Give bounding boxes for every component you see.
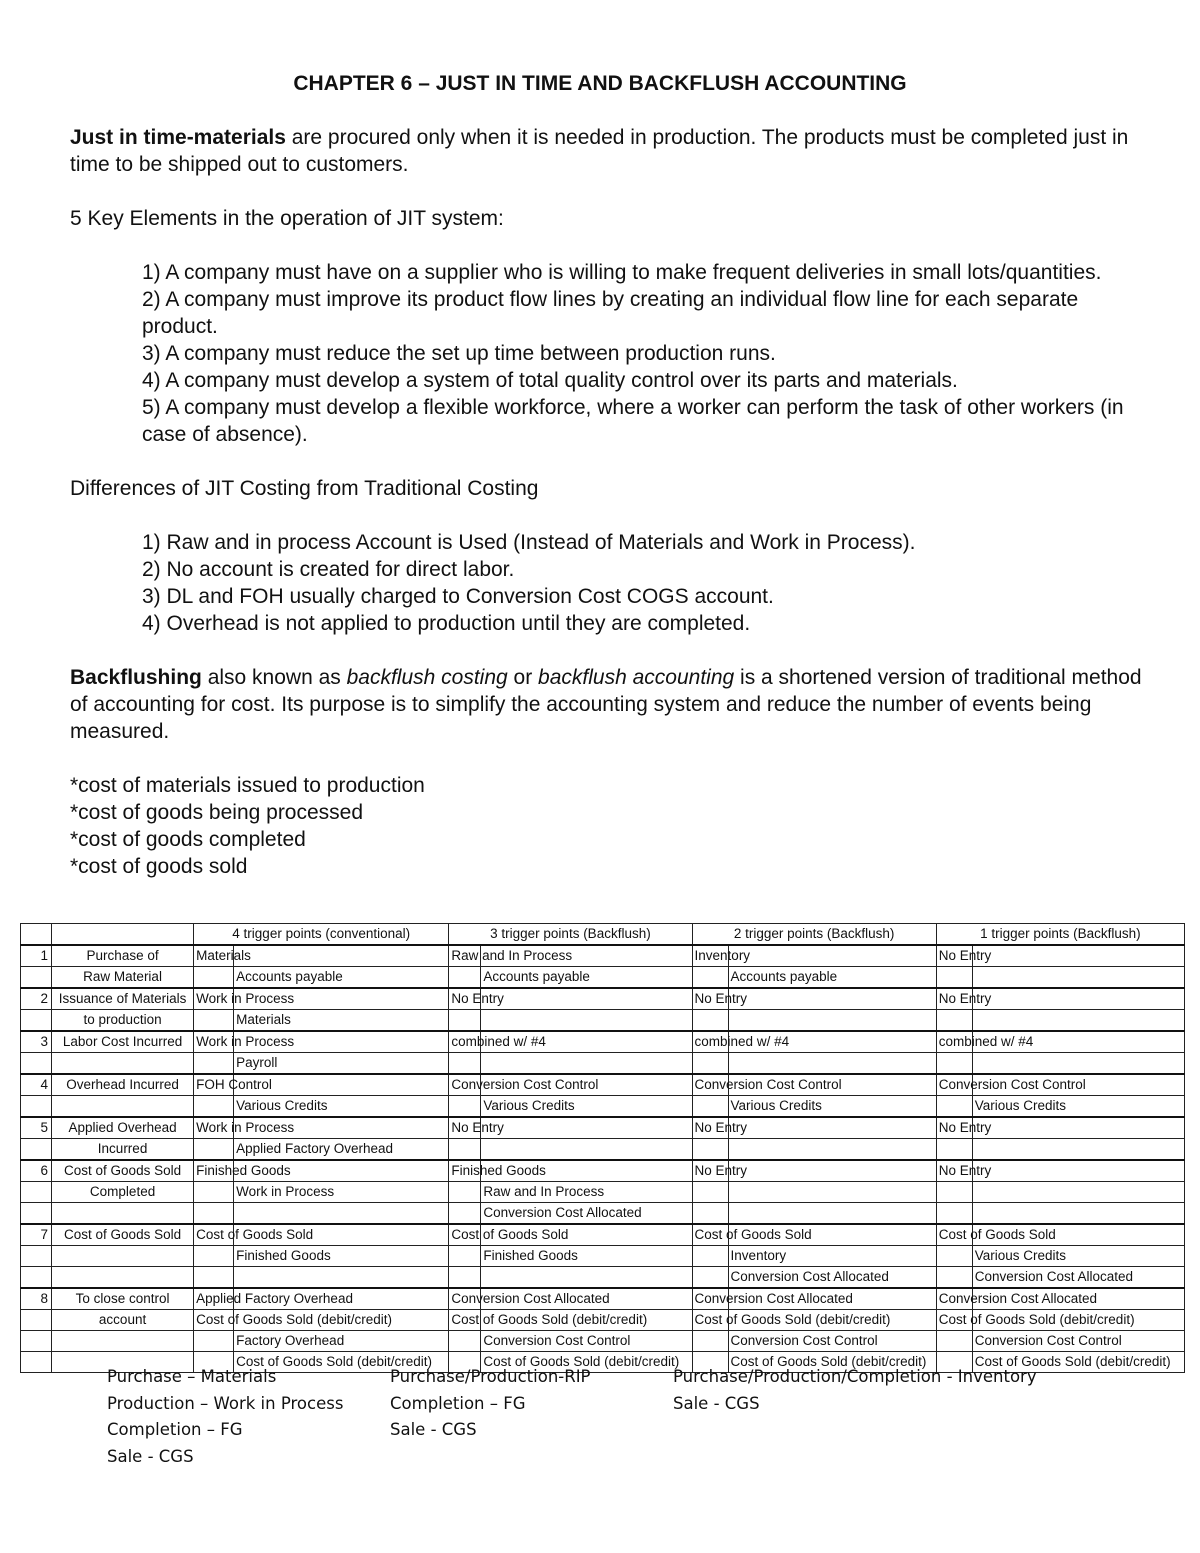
table-cell: Cost of Goods Sold bbox=[194, 1224, 234, 1246]
summary-item: Sale - CGS bbox=[390, 1420, 477, 1439]
table-cell bbox=[449, 967, 481, 989]
table-cell: Conversion Cost Control bbox=[692, 1074, 728, 1096]
table-cell: Work in Process bbox=[194, 1031, 234, 1053]
document-body bbox=[70, 70, 1150, 880]
table-cell bbox=[972, 945, 1184, 967]
table-cell bbox=[21, 1267, 52, 1289]
table-cell: Conversion Cost Control bbox=[936, 1074, 972, 1096]
table-row bbox=[21, 1246, 1185, 1267]
key-elements-list bbox=[142, 259, 1150, 448]
table-cell bbox=[728, 1053, 936, 1075]
jit-definition bbox=[70, 124, 1150, 178]
table-cell: Materials bbox=[234, 1010, 449, 1032]
table-cell bbox=[21, 1182, 52, 1203]
table-row bbox=[21, 1139, 1185, 1161]
table-cell: 3 bbox=[21, 1031, 52, 1053]
table-cell: Conversion Cost Allocated bbox=[728, 1267, 936, 1289]
table-cell bbox=[194, 1331, 234, 1352]
table-cell bbox=[936, 967, 972, 989]
list-item: 3) A company must reduce the set up time between production runs. bbox=[142, 342, 776, 365]
table-cell: Materials bbox=[194, 945, 234, 967]
table-row bbox=[21, 988, 1185, 1010]
table-cell: Cost of Goods Sold (debit/credit) bbox=[936, 1310, 972, 1331]
table-cell bbox=[936, 1203, 972, 1225]
table-cell: Cost of Goods Sold (debit/credit) bbox=[972, 1352, 1184, 1373]
table-cell bbox=[21, 1139, 52, 1161]
table-row bbox=[21, 1267, 1185, 1289]
table-cell bbox=[449, 1096, 481, 1118]
table-cell bbox=[692, 1331, 728, 1352]
table-cell bbox=[234, 945, 449, 967]
table-cell bbox=[481, 1117, 692, 1139]
table-cell: Cost of Goods Sold (debit/credit) bbox=[481, 1352, 692, 1373]
list-item: *cost of goods being processed bbox=[70, 801, 364, 824]
table-cell bbox=[936, 1139, 972, 1161]
summary-col-2-trigger bbox=[673, 1364, 1037, 1417]
table-cell: combined w/ #4 bbox=[936, 1031, 972, 1053]
table-cell: combined w/ #4 bbox=[692, 1031, 728, 1053]
table-cell bbox=[936, 1267, 972, 1289]
table-cell: No Entry bbox=[692, 988, 728, 1010]
trigger-points-table bbox=[20, 923, 1185, 1373]
table-cell bbox=[449, 1182, 481, 1203]
table-cell bbox=[728, 1203, 936, 1225]
table-cell: No Entry bbox=[936, 1117, 972, 1139]
table-cell bbox=[194, 1053, 234, 1075]
table-cell bbox=[728, 1160, 936, 1182]
table-cell bbox=[194, 1267, 234, 1289]
summary-item: Completion – FG bbox=[390, 1393, 526, 1413]
summary-col-4-trigger bbox=[107, 1364, 343, 1470]
table-cell bbox=[936, 1182, 972, 1203]
page-title: CHAPTER 6 – JUST IN TIME AND BACKFLUSH ACCOUNTING bbox=[293, 72, 907, 95]
list-item: 3) DL and FOH usually charged to Conversion Cost COGS account. bbox=[142, 585, 774, 608]
table-cell bbox=[728, 1139, 936, 1161]
table-cell: Cost of Goods Sold bbox=[52, 1160, 194, 1182]
table-cell bbox=[692, 1267, 728, 1289]
table-row bbox=[21, 1203, 1185, 1225]
table-cell bbox=[449, 1246, 481, 1267]
table-cell bbox=[936, 1010, 972, 1032]
table-cell: No Entry bbox=[936, 945, 972, 967]
table-row bbox=[21, 1010, 1185, 1032]
table-row bbox=[21, 1031, 1185, 1053]
table-cell: to production bbox=[52, 1010, 194, 1032]
table-cell bbox=[728, 988, 936, 1010]
table-cell: 1 bbox=[21, 945, 52, 967]
table-cell: Various Credits bbox=[972, 1096, 1184, 1118]
list-item: 5) A company must develop a flexible workforce, where a worker can perform the task of other workers (in case of absence). bbox=[142, 396, 1124, 446]
backflush-term: Backflushing bbox=[70, 666, 202, 689]
table-cell bbox=[972, 1117, 1184, 1139]
table-cell: Raw Material bbox=[52, 967, 194, 989]
table-cell bbox=[972, 1160, 1184, 1182]
table-cell bbox=[728, 1117, 936, 1139]
table-cell bbox=[692, 1246, 728, 1267]
table-cell: Various Credits bbox=[972, 1246, 1184, 1267]
table-cell: Completed bbox=[52, 1182, 194, 1203]
table-row bbox=[21, 1288, 1185, 1310]
table-cell: Applied Factory Overhead bbox=[194, 1288, 234, 1310]
list-item: 2) No account is created for direct labor. bbox=[142, 558, 515, 581]
table-row bbox=[21, 967, 1185, 989]
jit-term: Just in time-materials bbox=[70, 126, 286, 149]
table-cell bbox=[21, 967, 52, 989]
list-item: *cost of materials issued to production bbox=[70, 774, 425, 797]
table-row bbox=[21, 1074, 1185, 1096]
summary-item: Sale - CGS bbox=[673, 1393, 760, 1413]
table-cell bbox=[972, 1010, 1184, 1032]
summary-item: Sale - CGS bbox=[107, 1446, 194, 1466]
table-cell: To close control bbox=[52, 1288, 194, 1310]
table-cell bbox=[481, 1010, 692, 1032]
table-cell bbox=[728, 945, 936, 967]
table-cell bbox=[936, 1053, 972, 1075]
table-cell: Inventory bbox=[728, 1246, 936, 1267]
table-cell: Finished Goods bbox=[481, 1246, 692, 1267]
table-cell bbox=[481, 1053, 692, 1075]
table-cell: Overhead Incurred bbox=[52, 1074, 194, 1096]
table-cell: No Entry bbox=[449, 988, 481, 1010]
table-row bbox=[21, 1117, 1185, 1139]
table-cell bbox=[481, 988, 692, 1010]
table-row bbox=[21, 1310, 1185, 1331]
table-cell bbox=[692, 1203, 728, 1225]
table-cell bbox=[234, 1203, 449, 1225]
table-cell: Conversion Cost Allocated bbox=[972, 1267, 1184, 1289]
table-cell: account bbox=[52, 1310, 194, 1331]
table-cell: Various Credits bbox=[728, 1096, 936, 1118]
table-cell bbox=[21, 1310, 52, 1331]
header-cell-empty bbox=[21, 924, 52, 946]
table-cell bbox=[52, 1096, 194, 1118]
table-cell bbox=[194, 967, 234, 989]
table-cell bbox=[52, 1203, 194, 1225]
table-cell: Incurred bbox=[52, 1139, 194, 1161]
table-cell: Purchase of bbox=[52, 945, 194, 967]
table-cell: Issuance of Materials bbox=[52, 988, 194, 1010]
table-cell: Cost of Goods Sold (debit/credit) bbox=[692, 1310, 728, 1331]
table-cell bbox=[972, 1203, 1184, 1225]
header-cell: 2 trigger points (Backflush) bbox=[692, 924, 936, 946]
table-cell: Factory Overhead bbox=[234, 1331, 449, 1352]
table-cell bbox=[972, 1139, 1184, 1161]
table-cell: 8 bbox=[21, 1288, 52, 1310]
table-cell: Raw and In Process bbox=[481, 1182, 692, 1203]
table-cell bbox=[449, 1053, 481, 1075]
table-cell: Cost of Goods Sold bbox=[449, 1224, 481, 1246]
table-row bbox=[21, 1096, 1185, 1118]
table-cell bbox=[692, 1139, 728, 1161]
summary-item: Completion – FG bbox=[107, 1420, 243, 1439]
table-cell bbox=[728, 1182, 936, 1203]
summary-col-3-trigger bbox=[390, 1364, 591, 1444]
table-cell: Applied Factory Overhead bbox=[234, 1139, 449, 1161]
table-cell: Raw and In Process bbox=[449, 945, 481, 967]
table-cell: No Entry bbox=[692, 1160, 728, 1182]
table-cell: Finished Goods bbox=[194, 1160, 234, 1182]
table-cell bbox=[21, 1331, 52, 1352]
summary-item: Purchase/Production/Completion - Inventory bbox=[673, 1367, 1037, 1386]
table-cell: Cost of Goods Sold bbox=[52, 1224, 194, 1246]
table-cell bbox=[52, 1246, 194, 1267]
table-cell: Cost of Goods Sold (debit/credit) bbox=[234, 1352, 449, 1373]
differences-heading: Differences of JIT Costing from Traditional Costing bbox=[70, 477, 539, 500]
table-cell: Finished Goods bbox=[449, 1160, 481, 1182]
table-cell bbox=[692, 967, 728, 989]
key-elements-heading: 5 Key Elements in the operation of JIT system: bbox=[70, 207, 504, 230]
table-cell: Cost of Goods Sold (debit/credit) bbox=[728, 1352, 936, 1373]
table-cell bbox=[728, 1010, 936, 1032]
table-cell: Cost of Goods Sold (debit/credit) bbox=[449, 1310, 481, 1331]
table-cell: combined w/ #4 bbox=[449, 1031, 481, 1053]
table-cell bbox=[972, 967, 1184, 989]
list-item: *cost of goods completed bbox=[70, 828, 306, 851]
table-header-row bbox=[21, 924, 1185, 946]
table-cell: Conversion Cost Control bbox=[481, 1331, 692, 1352]
table-cell bbox=[692, 1096, 728, 1118]
table-cell bbox=[481, 1267, 692, 1289]
table-cell: Inventory bbox=[692, 945, 728, 967]
table-cell: 4 bbox=[21, 1074, 52, 1096]
header-cell: 1 trigger points (Backflush) bbox=[936, 924, 1184, 946]
table-cell: 5 bbox=[21, 1117, 52, 1139]
table-cell: Conversion Cost Allocated bbox=[449, 1288, 481, 1310]
table-cell bbox=[972, 988, 1184, 1010]
table-cell bbox=[449, 1010, 481, 1032]
table-cell: Work in Process bbox=[234, 1182, 449, 1203]
table-cell bbox=[194, 1010, 234, 1032]
table-cell bbox=[21, 1010, 52, 1032]
table-row bbox=[21, 1331, 1185, 1352]
table-row bbox=[21, 1160, 1185, 1182]
list-item: 4) Overhead is not applied to production until they are completed. bbox=[142, 612, 751, 635]
table-cell bbox=[481, 1139, 692, 1161]
table-cell: Cost of Goods Sold bbox=[692, 1224, 728, 1246]
table-cell: Conversion Cost Control bbox=[728, 1331, 936, 1352]
table-cell: Conversion Cost Control bbox=[449, 1074, 481, 1096]
table-cell bbox=[52, 1331, 194, 1352]
table-cell bbox=[936, 1331, 972, 1352]
table-cell bbox=[449, 1139, 481, 1161]
header-cell-empty bbox=[52, 924, 194, 946]
table-cell: Conversion Cost Allocated bbox=[481, 1203, 692, 1225]
table-cell: Cost of Goods Sold bbox=[936, 1224, 972, 1246]
table-cell: Work in Process bbox=[194, 1117, 234, 1139]
table-cell bbox=[449, 1331, 481, 1352]
table-cell bbox=[21, 1096, 52, 1118]
summary-item: Purchase – Materials bbox=[107, 1367, 277, 1386]
table-cell bbox=[194, 1096, 234, 1118]
header-cell: 4 trigger points (conventional) bbox=[194, 924, 449, 946]
backflush-definition: Backflushing also known as backflush costing or backflush accounting is a shortened version of traditional method of accounting for cost. Its purpose is to simplify the accounting system and reduce the number of events being measured. bbox=[70, 666, 1142, 743]
differences-list bbox=[142, 529, 1150, 637]
table-cell: Conversion Cost Control bbox=[972, 1331, 1184, 1352]
table-cell: Accounts payable bbox=[728, 967, 936, 989]
table-cell bbox=[21, 1053, 52, 1075]
table-cell: Finished Goods bbox=[234, 1246, 449, 1267]
list-item: *cost of goods sold bbox=[70, 855, 248, 878]
table-cell bbox=[21, 1246, 52, 1267]
table-cell bbox=[52, 1267, 194, 1289]
table-cell bbox=[21, 1352, 52, 1373]
list-item: 4) A company must develop a system of total quality control over its parts and materials. bbox=[142, 369, 958, 392]
table-cell: Various Credits bbox=[234, 1096, 449, 1118]
table-cell: Cost of Goods Sold (debit/credit) bbox=[194, 1310, 234, 1331]
table-cell: No Entry bbox=[936, 988, 972, 1010]
table-cell: Various Credits bbox=[481, 1096, 692, 1118]
table-cell bbox=[194, 1203, 234, 1225]
table-cell bbox=[692, 1010, 728, 1032]
table-cell bbox=[52, 1053, 194, 1075]
table-cell: Conversion Cost Allocated bbox=[692, 1288, 728, 1310]
table-cell: 6 bbox=[21, 1160, 52, 1182]
table-row bbox=[21, 1182, 1185, 1203]
table-cell: Payroll bbox=[234, 1053, 449, 1075]
jit-definition-text: are procured only when it is needed in production. The products must be completed just in time to be shipped out to customers. bbox=[70, 126, 1129, 176]
table-cell bbox=[194, 1246, 234, 1267]
table-cell: No Entry bbox=[449, 1117, 481, 1139]
table-cell bbox=[972, 1053, 1184, 1075]
table-cell: Conversion Cost Allocated bbox=[936, 1288, 972, 1310]
table-cell: Work in Process bbox=[194, 988, 234, 1010]
table-cell: 2 bbox=[21, 988, 52, 1010]
table-cell bbox=[449, 1203, 481, 1225]
table-cell: Accounts payable bbox=[234, 967, 449, 989]
table-cell bbox=[972, 1182, 1184, 1203]
table-cell bbox=[194, 1139, 234, 1161]
summary-item: Purchase/Production-RIP bbox=[390, 1367, 591, 1386]
table-cell bbox=[449, 1267, 481, 1289]
table-cell: No Entry bbox=[936, 1160, 972, 1182]
table-cell bbox=[692, 1053, 728, 1075]
table-cell bbox=[936, 1096, 972, 1118]
table-cell bbox=[21, 1203, 52, 1225]
summary-item: Production – Work in Process bbox=[107, 1393, 344, 1413]
table-row bbox=[21, 945, 1185, 967]
list-item: 1) A company must have on a supplier who is willing to make frequent deliveries in small lots/quantities. bbox=[142, 261, 1102, 284]
list-item: 1) Raw and in process Account is Used (Instead of Materials and Work in Process). bbox=[142, 531, 916, 554]
table-cell: 7 bbox=[21, 1224, 52, 1246]
table-cell bbox=[936, 1246, 972, 1267]
table-cell: Applied Overhead bbox=[52, 1117, 194, 1139]
table-cell: No Entry bbox=[692, 1117, 728, 1139]
table-row bbox=[21, 1224, 1185, 1246]
table-cell bbox=[692, 1182, 728, 1203]
list-item: 2) A company must improve its product flow lines by creating an individual flow line for each separate product. bbox=[142, 288, 1079, 338]
table-cell: Labor Cost Incurred bbox=[52, 1031, 194, 1053]
cost-items-list bbox=[70, 772, 1150, 880]
table-cell: FOH Control bbox=[194, 1074, 234, 1096]
table-cell bbox=[234, 1267, 449, 1289]
table-cell bbox=[194, 1182, 234, 1203]
header-cell: 3 trigger points (Backflush) bbox=[449, 924, 692, 946]
table-row bbox=[21, 1053, 1185, 1075]
table-cell: Accounts payable bbox=[481, 967, 692, 989]
